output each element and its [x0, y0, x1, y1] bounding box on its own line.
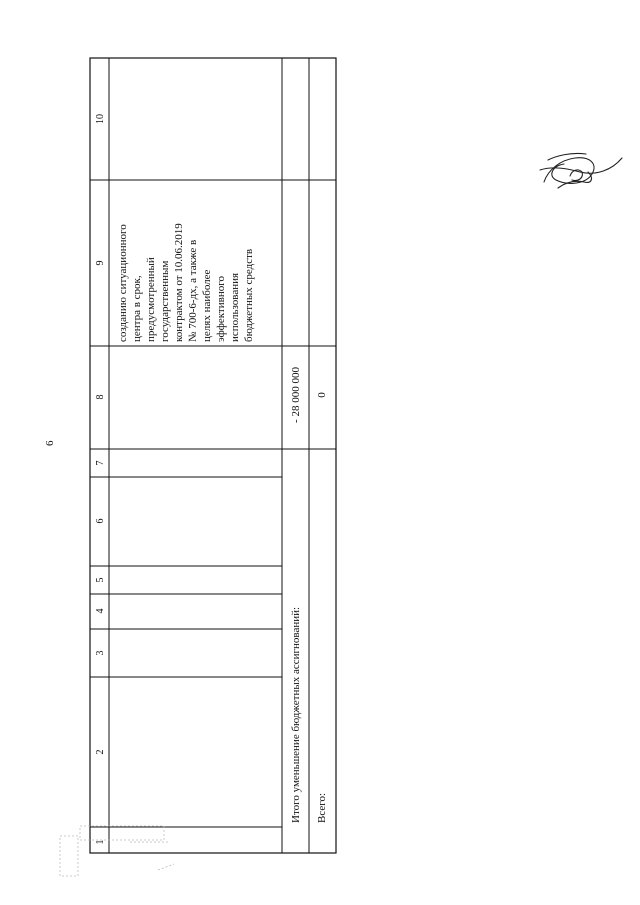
stamp-marks	[60, 826, 174, 876]
total-decrease-label: Итого уменьшение бюджетных ассигнований:	[290, 606, 302, 823]
description-cell	[117, 223, 255, 342]
col-num-9: 9	[95, 260, 106, 266]
description-line: бюджетных средств	[243, 248, 255, 342]
description-line: государственным	[159, 260, 171, 342]
col-num-10: 10	[95, 114, 106, 124]
description-line: целях наиболее	[201, 269, 213, 342]
total-decrease-value: - 28 000 000	[290, 367, 302, 423]
col-num-4: 4	[95, 608, 106, 614]
col-num-2: 2	[95, 749, 106, 755]
grand-total-value: 0	[316, 392, 328, 398]
description-line: использования	[229, 272, 241, 342]
col-num-1: 1	[95, 839, 106, 845]
signature	[540, 153, 622, 188]
description-line: центра в срок,	[131, 275, 143, 342]
col-num-3: 3	[95, 650, 106, 656]
description-line: № 700-6-дх, а также в	[187, 239, 199, 342]
col-num-5: 5	[95, 577, 106, 583]
description-line: созданию ситуационного	[117, 224, 129, 342]
page-number: 6	[44, 440, 56, 446]
col-num-8: 8	[95, 394, 106, 400]
col-num-7: 7	[95, 460, 106, 466]
description-line: контрактом от 10.06.2019	[173, 223, 185, 342]
col-num-6: 6	[95, 518, 106, 524]
grand-total-label: Всего:	[316, 792, 328, 823]
description-line: эффективного	[215, 276, 227, 342]
description-line: предусмотренный	[145, 257, 157, 342]
